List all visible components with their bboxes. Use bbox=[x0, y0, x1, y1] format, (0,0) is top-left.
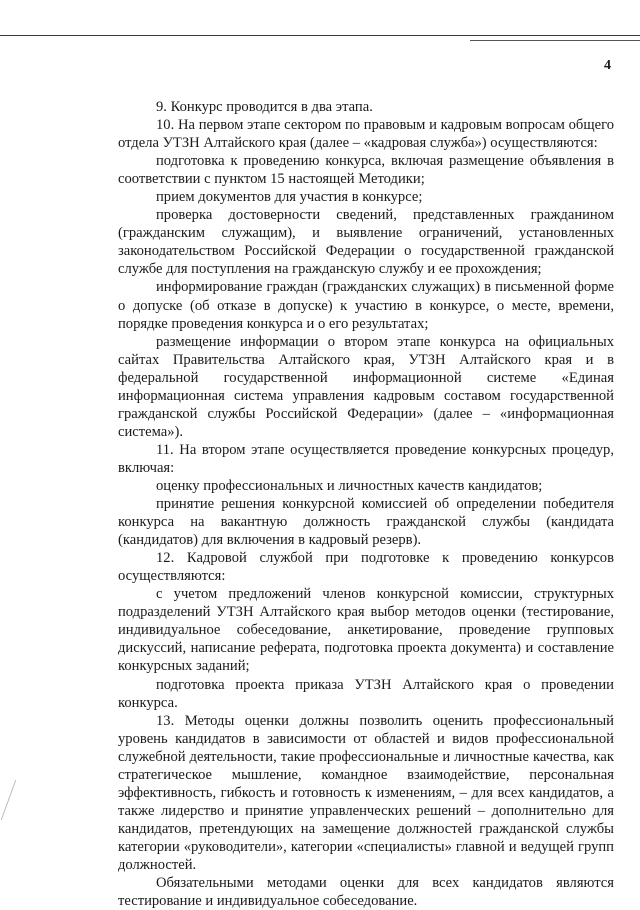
paragraph-9: 9. Конкурс проводится в два этапа. bbox=[156, 99, 373, 115]
list-item-order-draft: подготовка проекта приказа УТЗН Алтайского края о проведении конкурса. bbox=[118, 676, 614, 711]
list-item-publication: размещение информации о втором этапе конкурса на официальных сайтах Правительства Алтайского края, УТЗН Алтайского края и в федеральной государственной информационной системе «Единая информационная система управления кадровым составом государственной гражданской службы Российской Федерации» (далее – «информационная система»). bbox=[118, 333, 614, 440]
paragraph-11: 11. На втором этапе осуществляется проведение конкурсных процедур, включая: bbox=[118, 441, 614, 476]
margin-pen-mark bbox=[1, 780, 31, 820]
list-item-assessment: оценку профессиональных и личностных качеств кандидатов; bbox=[156, 477, 543, 494]
list-item-decision: принятие решения конкурсной комиссией об определении победителя конкурса на вакантную должность гражданской службы (кандидата (кандидатов) для включения в кадровый резерв). bbox=[118, 496, 614, 549]
list-item-method-selection: с учетом предложений членов конкурсной комиссии, структурных подразделений УТЗН Алтайского края выбор методов оценки (тестирование, индивидуальное собеседование, анкетирование, проведение групповых дискуссий, написание реферата, подготовка проекта документа) и составление конкурсных заданий; bbox=[118, 586, 614, 675]
list-item-informing: информирование граждан (гражданских служащих) в письменной форме о допуске (об отказе в допуске) к участию в конкурсе, о месте, времени, порядке проведения конкурса и о его результатах; bbox=[118, 279, 614, 332]
paragraph-12: 12. Кадровой службой при подготовке к проведению конкурсов осуществляются: bbox=[118, 550, 614, 585]
list-item-document-intake: прием документов для участия в конкурсе; bbox=[156, 189, 423, 206]
paragraph-10: 10. На первом этапе сектором по правовым и кадровым вопросам общего отдела УТЗН Алтайского края (далее – «кадровая служба») осуществляются: bbox=[118, 117, 614, 152]
list-item-preparation: подготовка к проведению конкурса, включая размещение объявления в соответствии с пунктом 15 настоящей Методики; bbox=[118, 153, 614, 188]
paragraph-mandatory-methods: Обязательными методами оценки для всех кандидатов являются тестирование и индивидуальное собеседование. bbox=[118, 875, 614, 910]
list-item-verification: проверка достоверности сведений, представленных гражданином (гражданским служащим), и выявление ограничений, установленных законодательством Российской Федерации о государственной гражданской службе для поступления на гражданскую службу и ее прохождения; bbox=[118, 207, 614, 278]
document-body bbox=[118, 98, 614, 910]
paragraph-13: 13. Методы оценки должны позволить оценить профессиональный уровень кандидатов в зависимости от областей и видов профессиональной служебной деятельности, такие профессиональные и личностные качества, как стратегическое мышление, командное взаимодействие, персональная эффективность, гибкость и готовность к изменениям, – для всех кандидатов, а также лидерство и принятие управленческих решений – дополнительно для кандидатов, претендующих на замещение должностей гражданской службы категории «руководители», категории «специалисты» главной и ведущей групп должностей. bbox=[118, 712, 614, 873]
page-number: 4 bbox=[604, 58, 611, 73]
scan-border-line bbox=[0, 35, 640, 36]
scan-border-line-short bbox=[470, 40, 640, 41]
